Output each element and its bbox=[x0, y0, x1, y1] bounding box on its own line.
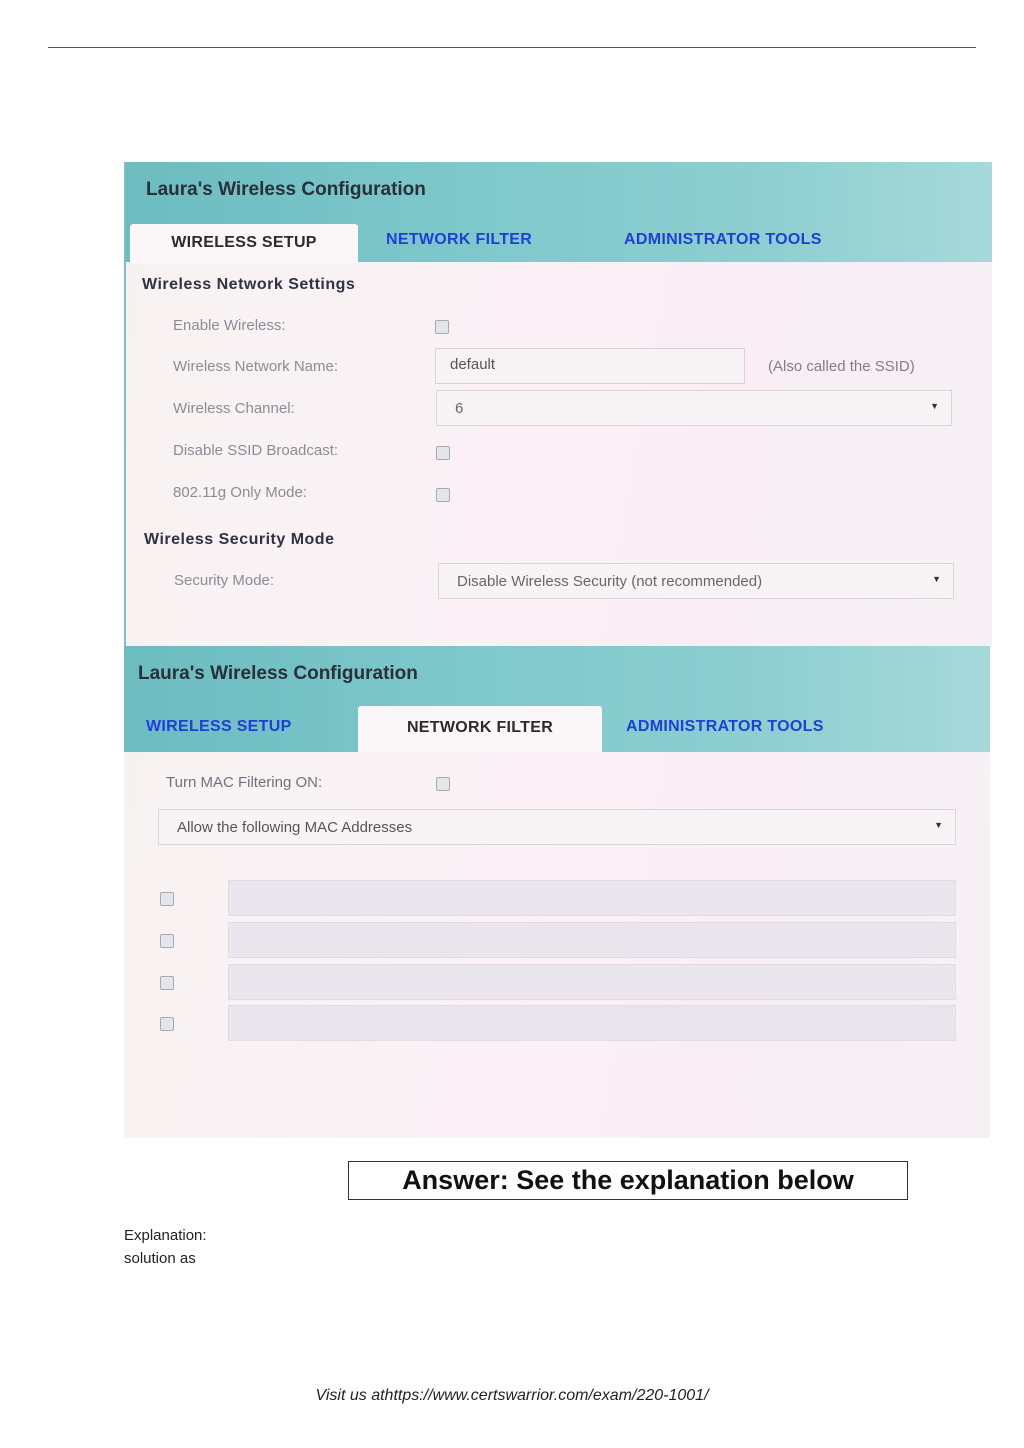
mac-policy-select[interactable] bbox=[158, 809, 956, 845]
channel-select[interactable] bbox=[436, 390, 952, 426]
tab-administrator-tools[interactable]: ADMINISTRATOR TOOLS bbox=[626, 718, 824, 735]
explanation-text: solution as bbox=[124, 1250, 196, 1267]
mac-filter-label: Turn MAC Filtering ON: bbox=[166, 774, 323, 791]
mac-entry-checkbox[interactable] bbox=[160, 1017, 174, 1031]
tab-network-filter[interactable]: NETWORK FILTER bbox=[386, 231, 533, 248]
section-heading-security: Wireless Security Mode bbox=[144, 531, 335, 548]
mac-address-input[interactable] bbox=[228, 964, 956, 1000]
network-name-label: Wireless Network Name: bbox=[173, 358, 339, 375]
disable-ssid-checkbox[interactable] bbox=[436, 446, 450, 460]
mac-address-input[interactable] bbox=[228, 922, 956, 958]
security-mode-select[interactable] bbox=[438, 563, 954, 599]
answer-box: Answer: See the explanation below bbox=[348, 1161, 908, 1200]
disable-ssid-label: Disable SSID Broadcast: bbox=[173, 442, 339, 459]
g-only-mode-label: 802.11g Only Mode: bbox=[173, 484, 307, 501]
wireless-setup-panel bbox=[124, 162, 992, 646]
section-heading-network: Wireless Network Settings bbox=[142, 276, 356, 293]
enable-wireless-label: Enable Wireless: bbox=[173, 317, 286, 334]
enable-wireless-checkbox[interactable] bbox=[435, 320, 449, 334]
network-filter-panel bbox=[124, 646, 990, 1138]
mac-entry-checkbox[interactable] bbox=[160, 934, 174, 948]
mac-policy-value: Allow the following MAC Addresses bbox=[177, 819, 413, 836]
tab-administrator-tools[interactable]: ADMINISTRATOR TOOLS bbox=[624, 231, 822, 248]
ssid-hint: (Also called the SSID) bbox=[768, 358, 915, 375]
security-mode-label: Security Mode: bbox=[174, 572, 275, 589]
top-rule bbox=[48, 47, 976, 48]
mac-entry-checkbox[interactable] bbox=[160, 892, 174, 906]
tab-wireless-setup[interactable]: WIRELESS SETUP bbox=[146, 718, 292, 735]
security-mode-value: Disable Wireless Security (not recommended) bbox=[457, 573, 763, 590]
network-name-input[interactable]: default bbox=[435, 348, 745, 384]
mac-entry-checkbox[interactable] bbox=[160, 976, 174, 990]
panel-title: Laura's Wireless Configuration bbox=[146, 179, 426, 200]
channel-value: 6 bbox=[455, 400, 464, 417]
tab-network-filter[interactable]: NETWORK FILTER bbox=[358, 706, 602, 752]
mac-address-input[interactable] bbox=[228, 1005, 956, 1041]
dropdown-arrow-icon: ▼ bbox=[930, 401, 939, 411]
dropdown-arrow-icon: ▼ bbox=[934, 820, 943, 830]
explanation-label: Explanation: bbox=[124, 1227, 207, 1244]
tab-wireless-setup[interactable]: WIRELESS SETUP bbox=[130, 224, 358, 264]
mac-filter-checkbox[interactable] bbox=[436, 777, 450, 791]
panel-title: Laura's Wireless Configuration bbox=[138, 663, 418, 684]
mac-address-input[interactable] bbox=[228, 880, 956, 916]
footer-link[interactable]: Visit us athttps://www.certswarrior.com/exam/220-1001/ bbox=[315, 1387, 709, 1404]
channel-label: Wireless Channel: bbox=[173, 400, 295, 417]
dropdown-arrow-icon: ▼ bbox=[932, 574, 941, 584]
g-only-mode-checkbox[interactable] bbox=[436, 488, 450, 502]
